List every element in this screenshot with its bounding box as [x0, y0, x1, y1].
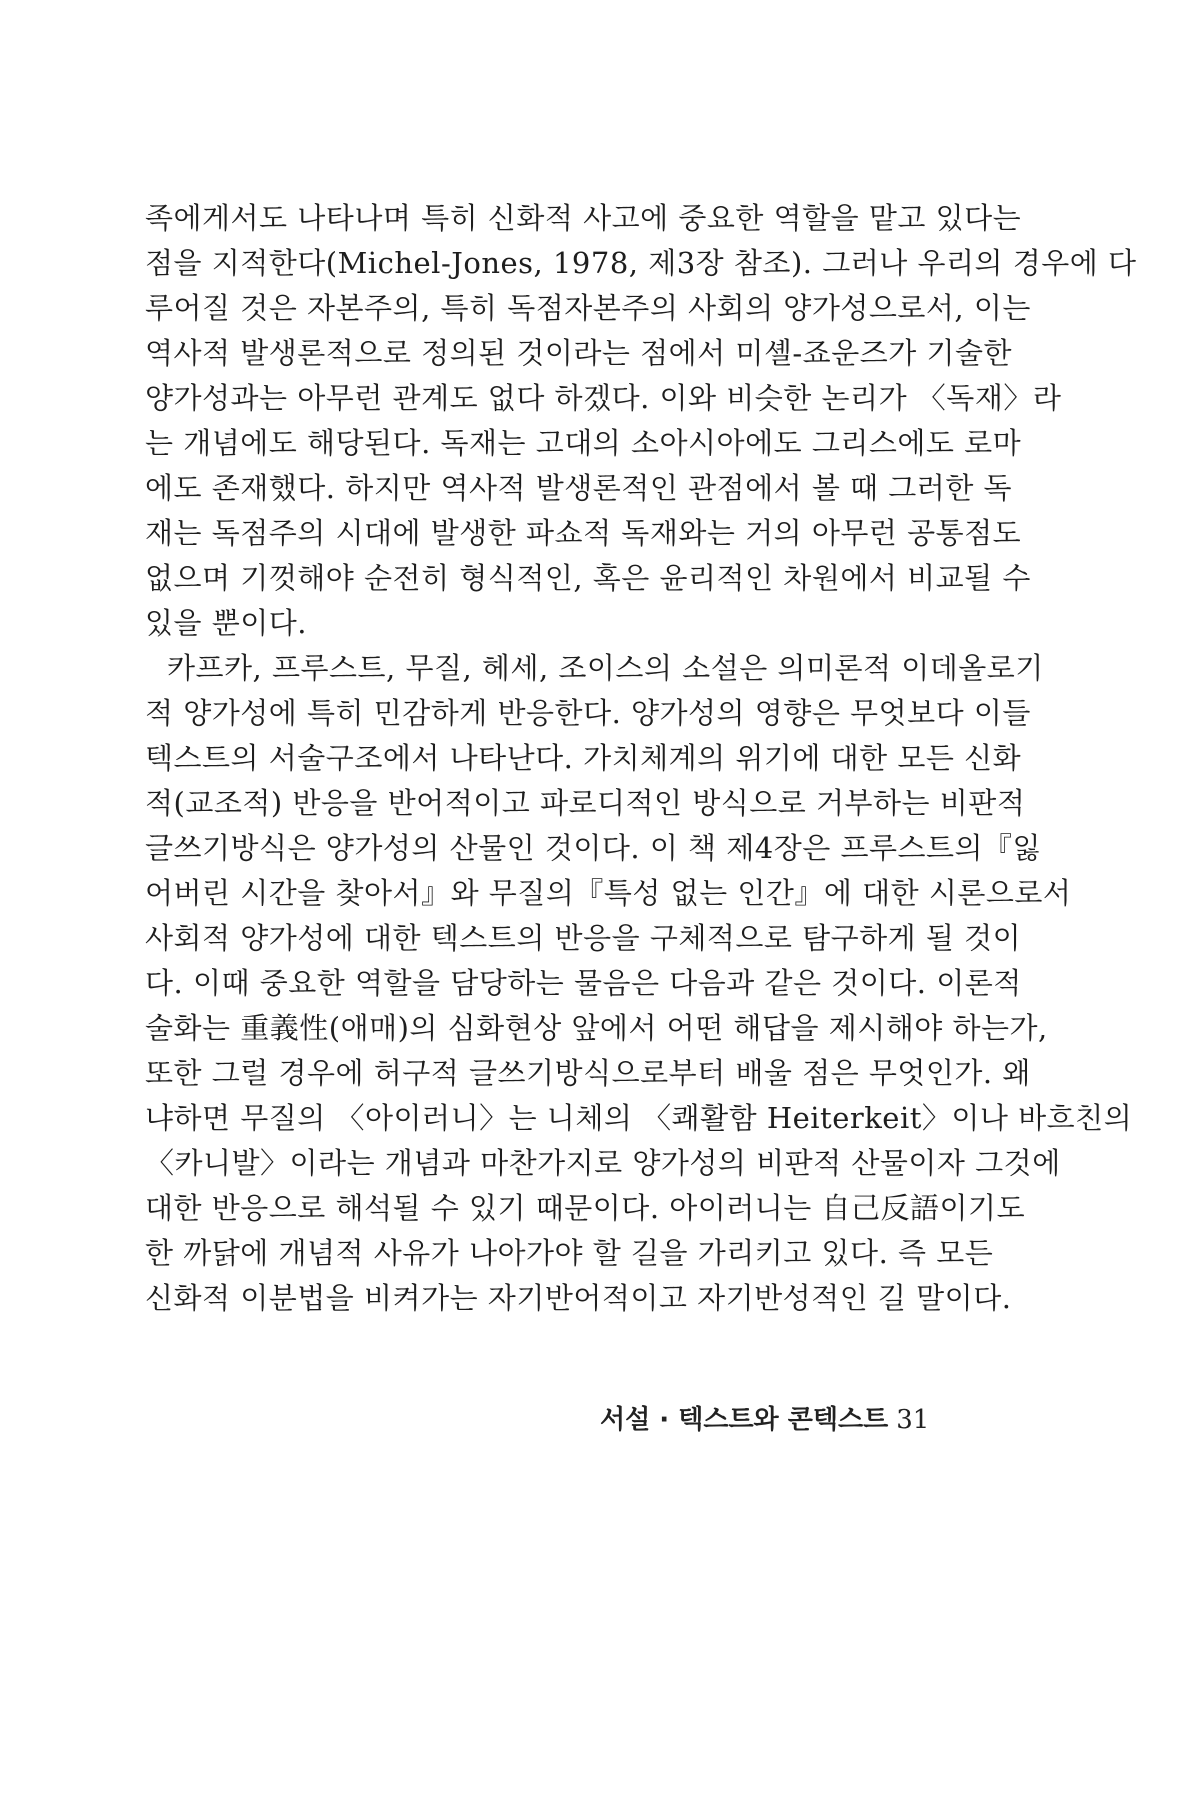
- text-line: 텍스트의 서술구조에서 나타난다. 가치체계의 위기에 대한 모든 신화: [145, 741, 1022, 775]
- text-line: 적(교조적) 반응을 반어적이고 파로디적인 방식으로 거부하는 비판적: [145, 786, 1026, 820]
- text-line: 한 까닭에 개념적 사유가 나아가야 할 길을 가리키고 있다. 즉 모든: [145, 1236, 994, 1270]
- paragraph-first-line: 카프카, 프루스트, 무질, 헤세, 조이스의 소설은 의미론적 이데올로기: [167, 651, 1044, 685]
- text-line: 술화는 重義性(애매)의 심화현상 앞에서 어떤 해답을 제시해야 하는가,: [145, 1011, 1048, 1045]
- text-line: 글쓰기방식은 양가성의 산물인 것이다. 이 책 제4장은 프루스트의『잃: [145, 831, 1042, 865]
- text-line: 냐하면 무질의 〈아이러니〉는 니체의 〈쾌활함 Heiterkeit〉이나 바흐친의: [145, 1101, 1133, 1135]
- text-line: 없으며 기껏해야 순전히 형식적인, 혹은 윤리적인 차원에서 비교될 수: [145, 561, 1031, 595]
- text-line: 는 개념에도 해당된다. 독재는 고대의 소아시아에도 그리스에도 로마: [145, 426, 1022, 460]
- text-line: 〈카니발〉이라는 개념과 마찬가지로 양가성의 비판적 산물이자 그것에: [145, 1146, 1061, 1180]
- text-line: 루어질 것은 자본주의, 특히 독점자본주의 사회의 양가성으로서, 이는: [145, 291, 1031, 325]
- text-line: 있을 뿐이다.: [145, 606, 308, 640]
- page-footer: [600, 1402, 930, 1438]
- page-number: 31: [896, 1405, 930, 1435]
- text-line: 양가성과는 아무런 관계도 없다 하겠다. 이와 비슷한 논리가 〈독재〉라: [145, 381, 1062, 415]
- text-line: 재는 독점주의 시대에 발생한 파쇼적 독재와는 거의 아무런 공통점도: [145, 516, 1022, 550]
- text-line: 점을 지적한다(Michel-Jones, 1978, 제3장 참조). 그러나 우리의 경우에 다: [145, 246, 1137, 280]
- text-line: 또한 그럴 경우에 허구적 글쓰기방식으로부터 배울 점은 무엇인가. 왜: [145, 1056, 1031, 1090]
- text-line: 역사적 발생론적으로 정의된 것이라는 점에서 미셸-죠운즈가 기술한: [145, 336, 1013, 370]
- text-line: 다. 이때 중요한 역할을 담당하는 물음은 다음과 같은 것이다. 이론적: [145, 966, 1022, 1000]
- text-line: 에도 존재했다. 하지만 역사적 발생론적인 관점에서 볼 때 그러한 독: [145, 471, 1013, 505]
- text-line: 대한 반응으로 해석될 수 있기 때문이다. 아이러니는 自己反語이기도: [145, 1191, 1026, 1225]
- body-text: [145, 196, 1137, 1321]
- running-title: 서설 · 텍스트와 콘텍스트: [600, 1405, 889, 1435]
- text-line: 족에게서도 나타나며 특히 신화적 사고에 중요한 역할을 맡고 있다는: [145, 201, 1022, 235]
- text-line: 신화적 이분법을 비켜가는 자기반어적이고 자기반성적인 길 말이다.: [145, 1281, 1012, 1315]
- text-line: 사회적 양가성에 대한 텍스트의 반응을 구체적으로 탐구하게 될 것이: [145, 921, 1022, 955]
- text-line: 어버린 시간을 찾아서』와 무질의『특성 없는 인간』에 대한 시론으로서: [145, 876, 1072, 910]
- text-line: 적 양가성에 특히 민감하게 반응한다. 양가성의 영향은 무엇보다 이들: [145, 696, 1031, 730]
